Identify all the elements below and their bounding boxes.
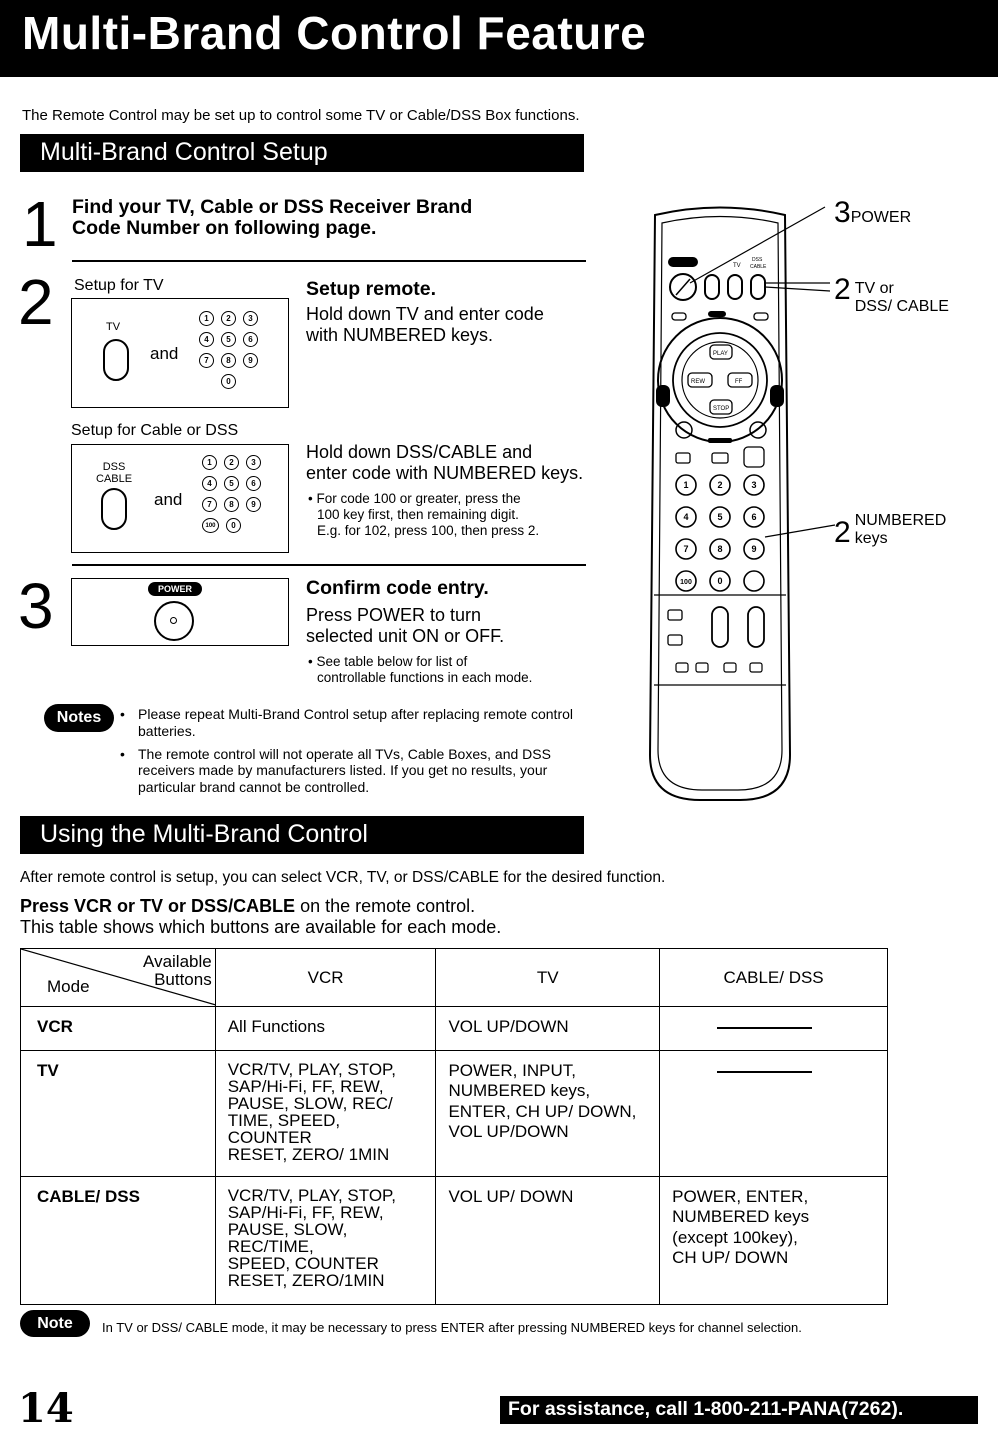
key-5-icon: 5 [221,332,236,347]
cell [436,1007,660,1051]
svg-text:3: 3 [751,480,757,490]
key-9-icon: 9 [246,497,261,512]
and-label: and [154,490,183,509]
cell-line: TIME, SPEED, COUNTER [227,1111,341,1147]
step-2-number: 2 [18,266,54,338]
row-mode-vcr: VCR [21,1007,216,1051]
setup-section-heading: Multi-Brand Control Setup [20,134,584,172]
cell-line: VCR/TV, PLAY, STOP, [227,1060,396,1079]
svg-text:5: 5 [717,512,723,522]
cell-line: PAUSE, SLOW, REC/ [227,1094,393,1113]
key-6-icon: 6 [246,476,261,491]
cell [215,1051,436,1177]
numpad [199,311,258,389]
step-1-title-line1: Find your TV, Cable or DSS Receiver Brand [72,196,473,218]
svg-text:2: 2 [717,480,723,490]
cell-line: VOL UP/DOWN [448,1122,569,1142]
key-4-icon: 4 [202,476,217,491]
key-7-icon: 7 [199,353,214,368]
corner-buttons-label: Buttons [154,970,212,989]
remote-body [650,208,790,801]
cell-line: VOL UP/DOWN [448,1017,569,1036]
table-corner-cell [21,949,216,1007]
notes-list [120,706,595,802]
svg-text:6: 6 [751,512,757,522]
callout-numbered [834,512,946,548]
key-7-icon: 7 [202,497,217,512]
step-1-title [72,197,472,240]
header-cable-dss: CABLE/ DSS [660,949,888,1007]
step-3-number: 3 [18,570,54,642]
callout-numbered-line1: NUMBERED [854,512,947,529]
step-2-cable-note-line2: 100 key first, then remaining digit. [317,507,519,523]
step-2-cable-note [308,491,539,540]
vol-rocker-icon [712,607,728,647]
cell [215,1177,436,1305]
cell-line: ENTER, CH UP/ DOWN, [448,1101,637,1121]
remote-body-inner [658,217,782,791]
setup-tv-label: Setup for TV [74,277,164,294]
cell-line: CH UP/ DOWN [672,1248,789,1268]
dss-mode-button-icon [751,275,765,299]
key-3-icon: 3 [246,455,261,470]
cell-line: SAP/Hi-Fi, FF, REW, [227,1203,384,1222]
power-button-icon [154,601,194,641]
callout-power [834,198,911,228]
key-1-icon: 1 [202,455,217,470]
header-tv: TV [436,949,660,1007]
step-2-tv-text [306,304,544,346]
step-2-title: Setup remote. [306,278,437,300]
callout-mode [834,275,949,315]
svg-text:0: 0 [717,576,723,586]
dss-key-label-line1: DSS [102,461,126,473]
key-9-icon: 9 [243,353,258,368]
ff-label: FF [735,379,743,385]
corner-available-label: Available [143,952,212,971]
cell-line: RESET, ZERO/ 1MIN [227,1145,390,1164]
cell-line: POWER, ENTER, [672,1187,809,1206]
cell [215,1007,436,1051]
power-leader-line [690,207,825,283]
callout-mode-line2: DSS/ CABLE [854,297,949,315]
step-3-text-line2: selected unit ON or OFF. [306,626,505,647]
numbered-keys [676,475,764,591]
using-line2 [20,896,475,917]
step-2-cable-text-line1: Hold down DSS/CABLE and [306,442,533,462]
cell [660,1177,888,1305]
jog-dial-inner [673,333,767,427]
svg-text:100: 100 [680,579,692,586]
cell-line: SAP/Hi-Fi, FF, REW, [227,1077,384,1096]
step-2-cable-note-line3: E.g. for 102, press 100, then press 2. [317,523,540,539]
mode-functions-table [20,948,888,1305]
play-label: PLAY [713,351,728,357]
vcr-mode-button-icon [705,275,719,299]
callout-numbered-line2: keys [854,529,888,547]
key-8-icon: 8 [221,353,236,368]
dss-cable-key-icon [101,488,127,530]
dss-key-label [96,462,132,485]
note-item: • The remote control will not operate all TVs, Cable Boxes, and DSS receivers made by manufacturers listed. If you get no results, your particular brand cannot be controlled. [120,746,595,796]
not-applicable-dash [717,1071,812,1073]
step-2-cable-note-line1: • For code 100 or greater, press the [308,491,521,506]
key-2-icon: 2 [224,455,239,470]
step-3-note-line2: controllable functions in each mode. [317,670,533,686]
step-1-number: 1 [22,188,58,260]
notes-pill: Notes [44,704,114,732]
cell-line: VOL UP/ DOWN [448,1187,574,1206]
using-section-heading: Using the Multi-Brand Control [20,816,584,854]
tv-key-label: TV [106,321,121,333]
cell [436,1177,660,1305]
page-title-bar [0,0,998,77]
corner-mode-label: Mode [47,977,90,996]
key-6-icon: 6 [243,332,258,347]
key-0-icon: 0 [221,374,236,389]
svg-text:7: 7 [683,544,689,554]
cell [436,1051,660,1177]
using-line2-bold: Press VCR or TV or DSS/CABLE [20,896,296,916]
cell-line: POWER, INPUT, [448,1061,576,1080]
step-3-title: Confirm code entry. [306,577,489,599]
note-pill: Note [20,1310,90,1337]
step-2-tv-text-line2: with NUMBERED keys. [306,325,494,346]
key-1-icon: 1 [199,311,214,326]
table-row [21,1177,888,1305]
cell-line: NUMBERED keys [672,1207,810,1227]
tv-tiny-label: TV [733,263,741,269]
step-3-text [306,605,504,647]
key-8-icon: 8 [224,497,239,512]
divider [72,260,586,262]
ch-rocker-icon [748,607,764,647]
numpad [202,455,261,533]
note-item: • Please repeat Multi-Brand Control setup after replacing remote control batteries. [120,706,595,740]
header-vcr: VCR [215,949,436,1007]
key-4-icon: 4 [199,332,214,347]
row-mode-cable-dss: CABLE/ DSS [21,1177,216,1305]
svg-text:4: 4 [683,512,689,522]
table-row [21,1051,888,1177]
tv-key-icon [103,339,129,381]
cable-setup-box [71,444,289,553]
svg-text:1: 1 [683,480,689,490]
row-mode-tv: TV [21,1051,216,1177]
dss-tiny-label: DSS [752,257,763,263]
power-setup-box [71,578,289,646]
step-2-cable-text [306,442,583,484]
step-3-text-line1: Press POWER to turn [306,605,482,625]
step-1-title-line2: Code Number on following page. [72,217,377,240]
key-0-icon: 0 [226,518,241,533]
callout-mode-line1: TV or [854,280,894,297]
cell-line: VCR/TV, PLAY, STOP, [227,1186,396,1205]
using-line2-rest: on the remote control. [295,896,476,916]
power-button-label: POWER [148,582,202,596]
callout-mode-num: 2 [834,273,851,306]
using-line1: After remote control is setup, you can select VCR, TV, or DSS/CABLE for the desired function. [20,869,666,886]
bottom-note-text: In TV or DSS/ CABLE mode, it may be necessary to press ENTER after pressing NUMBERED keys for channel selection. [102,1320,802,1335]
cell-line: NUMBERED keys, [448,1081,591,1101]
setup-cable-label: Setup for Cable or DSS [71,422,239,439]
cell-line: SPEED, COUNTER [227,1254,379,1273]
svg-text:9: 9 [751,544,757,554]
and-label: and [150,344,179,363]
step-2-tv-text-line1: Hold down TV and enter code [306,304,544,324]
using-line3: This table shows which buttons are available for each mode. [20,917,502,937]
cell-line: All Functions [227,1017,326,1036]
key-100-icon: 100 [202,518,219,533]
table-row [21,1007,888,1051]
numbered-leader-line [765,525,835,537]
step-3-note-line1: • See table below for list of [308,654,468,669]
table-header-row [21,949,888,1007]
key-5-icon: 5 [224,476,239,491]
power-label-icon [668,257,698,267]
rew-label: REW [691,379,705,385]
stop-label: STOP [713,406,730,412]
dss-key-label-line2: CABLE [96,472,133,485]
cell [660,1007,888,1051]
tv-mode-button-icon [728,275,742,299]
cell-line: (except 100key), [672,1227,798,1247]
key-3-icon: 3 [243,311,258,326]
assistance-banner: For assistance, call 1-800-211-PANA(7262). [500,1396,978,1424]
tv-setup-box [71,298,289,408]
step-2-cable-text-line2: enter code with NUMBERED keys. [306,463,584,484]
cell-line: PAUSE, SLOW, REC/TIME, [227,1220,348,1256]
divider [72,564,586,566]
callout-numbered-num: 2 [834,516,851,549]
page-number: 14 [18,1385,74,1432]
callout-power-label: POWER [850,209,912,226]
key-2-icon: 2 [221,311,236,326]
not-applicable-dash [717,1027,812,1029]
cable-tiny-label: CABLE [750,264,767,270]
page-title: Multi-Brand Control Feature [22,7,647,59]
intro-text: The Remote Control may be set up to control some TV or Cable/DSS Box functions. [22,107,580,124]
callout-power-num: 3 [834,196,851,229]
cell [660,1051,888,1177]
step-3-note [308,654,532,686]
svg-text:8: 8 [717,544,723,554]
cell-line: RESET, ZERO/1MIN [227,1271,385,1290]
